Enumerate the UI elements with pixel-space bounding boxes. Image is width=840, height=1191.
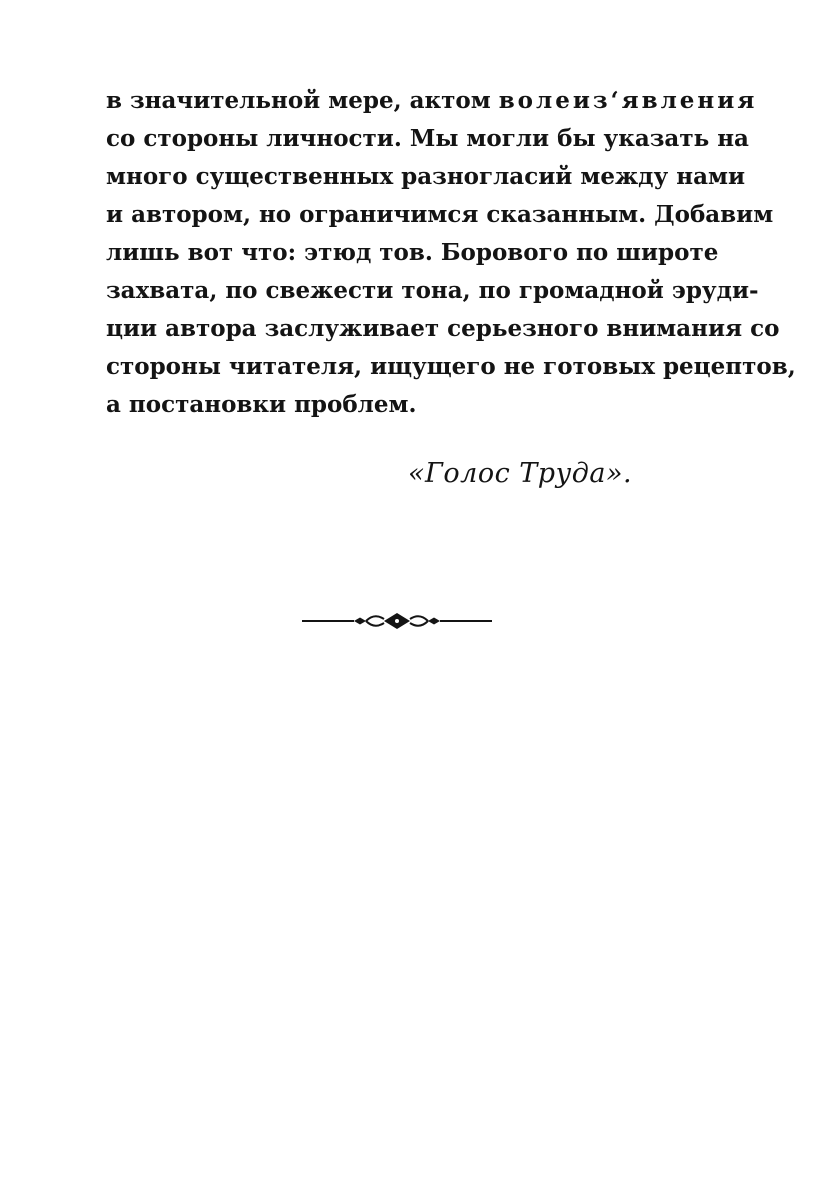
text-line-1-start: в значительной мере, актом bbox=[106, 87, 499, 114]
text-line-7: ции автора заслуживает серьезного внимания со bbox=[106, 315, 780, 342]
text-line-4: и автором, но ограничимся сказанным. Добавим bbox=[106, 201, 774, 228]
text-line-3: много существенных разногласий между нами bbox=[106, 163, 746, 190]
source-signature: «Голос Труда». bbox=[408, 458, 633, 489]
ornamental-divider-icon bbox=[300, 608, 494, 634]
paragraph bbox=[106, 82, 796, 424]
letterspaced-emphasis: волеиз‘явления bbox=[498, 87, 758, 114]
text-line-1 bbox=[106, 82, 758, 120]
text-line-5: лишь вот что: этюд тов. Борового по широте bbox=[106, 239, 719, 266]
text-line-8: стороны читателя, ищущего не готовых рецептов, bbox=[106, 353, 796, 380]
text-line-9: а постановки проблем. bbox=[106, 391, 417, 418]
text-line-2: со стороны личности. Мы могли бы указать на bbox=[106, 125, 749, 152]
text-line-6: захвата, по свежести тона, по громадной эруди- bbox=[106, 277, 759, 304]
